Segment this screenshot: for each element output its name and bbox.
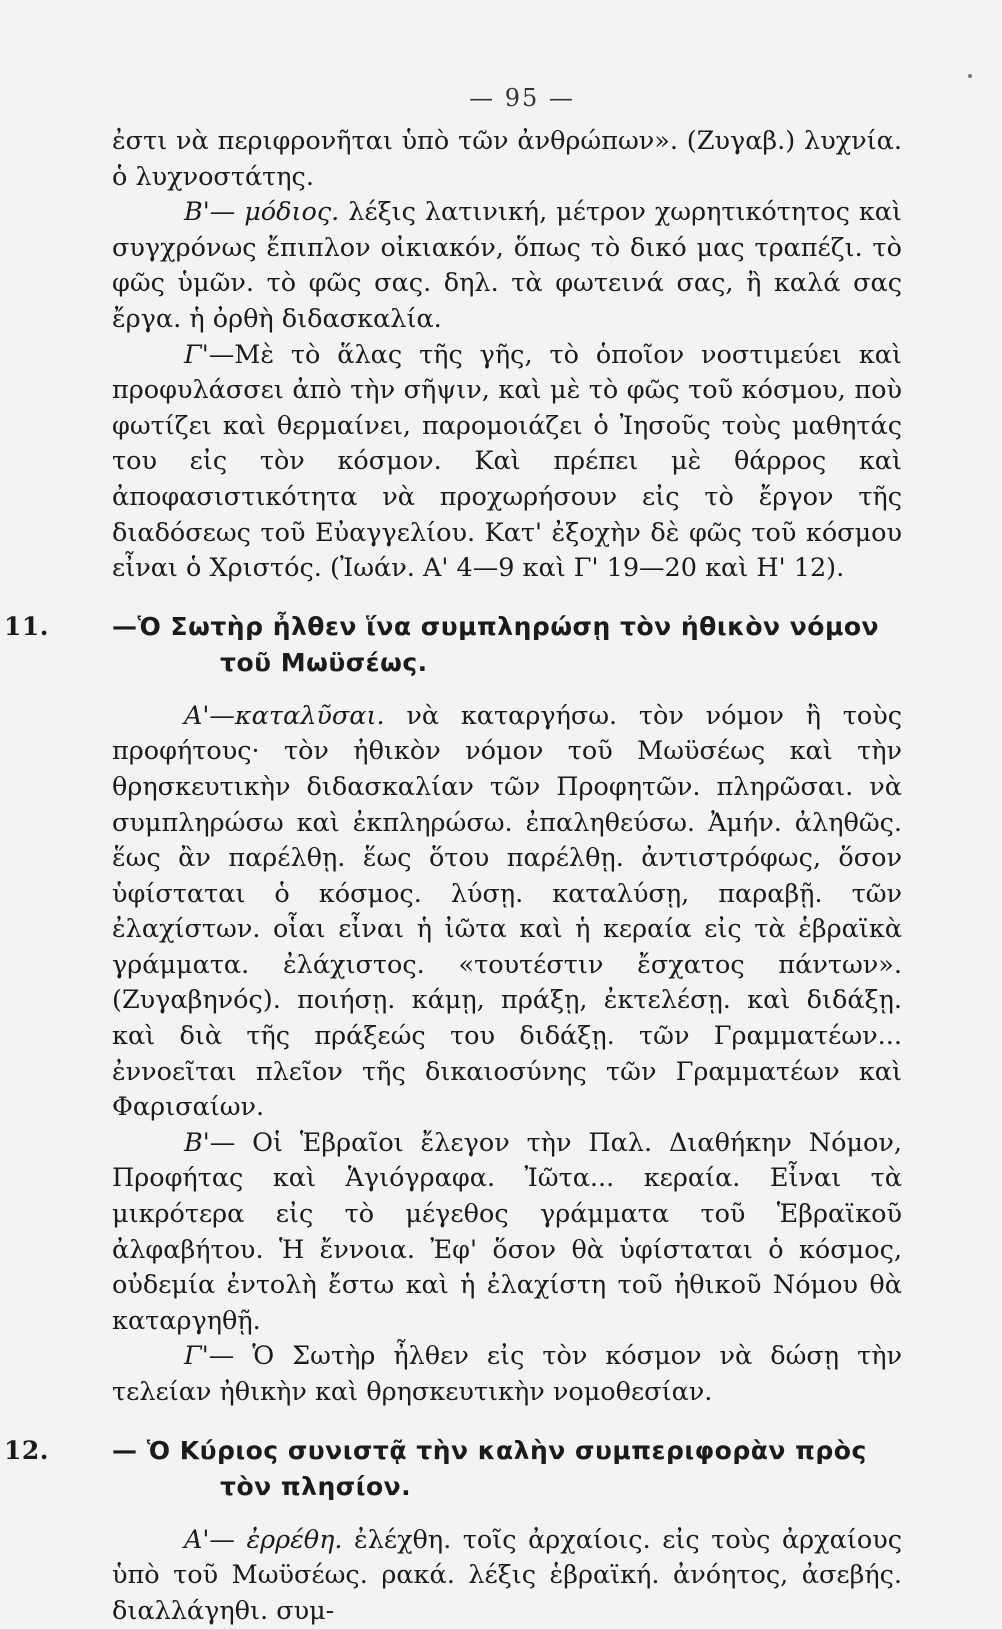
page-number: — 95 — <box>469 84 575 112</box>
paragraph-11-b <box>112 1126 902 1340</box>
paragraph-text: ἐστι νὰ περιφρονῆται ὑπὸ τῶν ἀνθρώπων». (Ζυγαβ.) λυχνία. ὁ λυχνοστάτης. <box>112 126 902 192</box>
paragraph-lead: Α'— ἐρρέθη. <box>184 1524 343 1555</box>
section-title: —Ὁ Σωτὴρ ἦλθεν ἵνα συμπληρώσῃ τὸν ἠθικὸν νόμον τοῦ Μωϋσέως. <box>112 611 880 677</box>
paragraph-lead: Β' <box>184 1127 210 1158</box>
paragraph-text: λέξις λατινική, μέτρον χωρητικότητος καὶ συγχρόνως ἔπιπλον οἰκιακόν, ὅπως τὸ δικό μας τραπέζι. τὸ φῶς ὑμῶν. τὸ φῶς σας. δηλ. τὰ φωτεινά σας, ἢ καλά σας ἔργα. ἡ ὀρθὴ διδασκαλία. <box>112 197 902 334</box>
paragraph-lead: Γ' <box>184 1341 209 1372</box>
paragraph-g-alas <box>112 338 902 587</box>
paragraph-lead: Α'—καταλῦσαι. <box>184 700 385 731</box>
paragraph-11-c <box>112 1339 902 1410</box>
section-heading-11: 11. —Ὁ Σωτὴρ ἦλθεν ἵνα συμπληρώσῃ τὸν ἠθικὸν νόμον τοῦ Μωϋσέως. <box>4 611 880 677</box>
paragraph-lead: Γ' <box>184 339 209 370</box>
print-speck <box>968 74 972 78</box>
paragraph-text: νὰ καταργήσω. τὸν νόμον ἢ τοὺς προφήτους· τὸν ἠθικὸν νόμον τοῦ Μωϋσέως καὶ τὴν θρησκευτικὴν διδασκαλίαν τῶν Προφητῶν. πληρῶσαι. νὰ συμπληρώσω καὶ ἐκπληρώσω. ἐπαληθεύσω. Ἀμήν. ἀληθῶς. ἕως ἂν παρέλθῃ. ἕως ὅτου παρέλθῃ. ἀντιστρόφως, ὅσον ὑφίσταται ὁ κόσμος. λύσῃ. καταλύσῃ, παραβῇ. τῶν ἐλαχίστων. οἷαι εἶναι ἡ ἰῶτα καὶ ἡ κεραία εἰς τὰ ἑβραϊκὰ γράμματα. ἐλάχιστος. «τουτέστιν ἔσχατος πάντων». (Ζυγαβηνός). ποιήσῃ. κάμῃ, πράξῃ, ἐκτελέσῃ. καὶ διδάξῃ. καὶ διὰ τῆς πράξεώς του διδάξῃ. τῶν Γραμματέων... ἐννοεῖται πλεῖον τῆς δικαιοσύνης τῶν Γραμματέων καὶ Φαρισαίων. <box>112 700 902 1123</box>
paragraph-text: —Μὲ τὸ ἅλας τῆς γῆς, τὸ ὁποῖον νοστιμεύει καὶ προφυλάσσει ἀπὸ τὴν σῆψιν, καὶ μὲ τὸ φῶς τοῦ κόσμου, ποὺ φωτίζει καὶ θερμαίνει, παρομοιάζει ὁ Ἰησοῦς τοὺς μαθητάς του εἰς τὸν κόσμον. Καὶ πρέπει μὲ θάρρος καὶ ἀποφασιστικότητα νὰ προχωρήσουν εἰς τὸ ἔργον τῆς διαδόσεως τοῦ Εὐαγγελίου. Κατ' ἐξοχὴν δὲ φῶς τοῦ κόσμου εἶναι ὁ Χριστός. (Ἰωάν. Α' 4—9 καὶ Γ' 19—20 καὶ Η' 12). <box>112 339 902 584</box>
paragraph-text: — Οἱ Ἑβραῖοι ἔλεγον τὴν Παλ. Διαθήκην Νόμον, Προφήτας καὶ Ἁγιόγραφα. Ἰῶτα... κεραία. Εἶναι τὰ μικρότερα εἰς τὸ μέγεθος γράμματα τοῦ Ἑβραϊκοῦ ἀλφαβήτου. Ἡ ἔννοια. Ἐφ' ὅσον θὰ ὑφίσταται ὁ κόσμος, οὐδεμία ἐντολὴ ἔστω καὶ ἡ ἐλαχίστη τοῦ ἠθικοῦ Νόμου θὰ καταργηθῇ. <box>112 1127 902 1336</box>
paragraph-continuation <box>112 124 902 195</box>
paragraph-text: ἐλέχθη. τοῖς ἀρχαίοις. εἰς τοὺς ἀρχαίους ὑπὸ τοῦ Μωϋσέως. ρακά. λέξις ἑβραϊκή. ἀνόητος, ἀσεβής. διαλλάγηθι. συμ- <box>112 1524 902 1626</box>
paragraph-text: — Ὁ Σωτὴρ ἦλθεν εἰς τὸν κόσμον νὰ δώσῃ τὴν τελείαν ἠθικὴν καὶ θρησκευτικὴν νομοθεσίαν. <box>112 1341 902 1407</box>
section-heading-12: 12. — Ὁ Κύριος συνιστᾷ τὴν καλὴν συμπεριφορὰν πρὸς τὸν πλησίον. <box>4 1435 867 1501</box>
paragraph-lead: Β'— μόδιος. <box>184 197 340 228</box>
paragraph-12-a <box>112 1523 902 1629</box>
paragraph-11-a <box>112 699 902 1126</box>
section-title: — Ὁ Κύριος συνιστᾷ τὴν καλὴν συμπεριφορὰν πρὸς τὸν πλησίον. <box>112 1435 867 1501</box>
paragraph-b-modios <box>112 195 902 337</box>
